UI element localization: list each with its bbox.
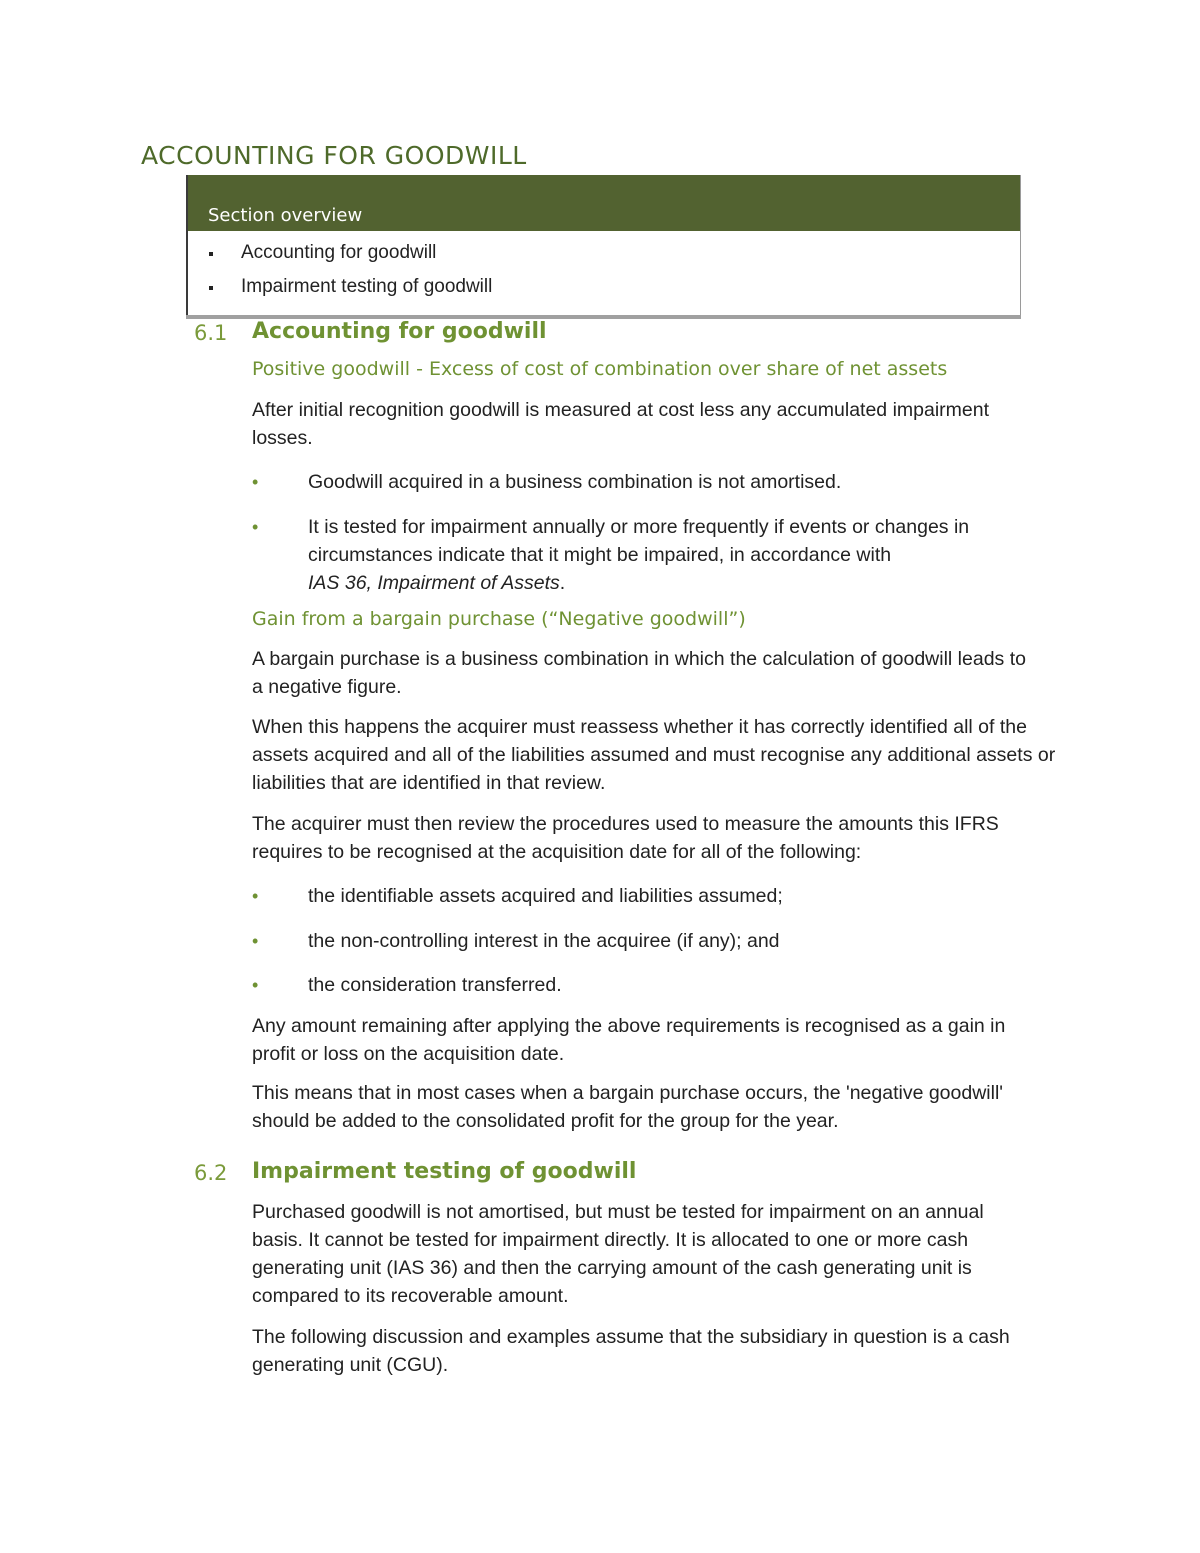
bullet-icon: • xyxy=(252,886,259,906)
section-overview-box xyxy=(186,175,1021,315)
section-heading: Impairment testing of goodwill xyxy=(252,1159,637,1184)
paragraph: Purchased goodwill is not amortised, but must be tested for impairment on an annual basis. It cannot be tested for impairment directly. It is allocated to one or more cash generating unit (IAS 36) and then the carrying amount of the cash generating unit is compared to its recoverable amount. xyxy=(252,1201,984,1307)
page-title: ACCOUNTING FOR GOODWILL xyxy=(141,141,527,170)
paragraph: When this happens the acquirer must reassess whether it has correctly identified all of the assets acquired and all of the liabilities assumed and must recognise any additional assets or liabilities that are identified in that review. xyxy=(252,716,1056,794)
bullet-text: the identifiable assets acquired and liabilities assumed; xyxy=(308,885,783,907)
bullet-text-end: . xyxy=(559,572,566,594)
overview-item xyxy=(188,275,492,309)
standard-reference: IAS 36, Impairment of Assets xyxy=(308,572,560,594)
subheading: Gain from a bargain purchase (“Negative goodwill”) xyxy=(252,608,746,630)
overview-item xyxy=(188,241,492,275)
bullet-icon: • xyxy=(252,931,259,951)
bullet-icon: • xyxy=(252,975,259,995)
bullet-text: the non-controlling interest in the acquiree (if any); and xyxy=(308,930,780,952)
bullet-icon: • xyxy=(252,472,259,492)
bullet-text: the consideration transferred. xyxy=(308,974,562,996)
section-overview-list xyxy=(188,241,492,309)
section-number: 6.2 xyxy=(194,1161,228,1185)
bullet-icon: • xyxy=(252,517,259,537)
square-bullet-icon xyxy=(209,252,213,256)
paragraph: This means that in most cases when a bargain purchase occurs, the 'negative goodwill' should be added to the consolidated profit for the group for the year. xyxy=(252,1082,1004,1132)
paragraph: A bargain purchase is a business combination in which the calculation of goodwill leads to a negative figure. xyxy=(252,648,1026,698)
paragraph: The following discussion and examples assume that the subsidiary in question is a cash generating unit (CGU). xyxy=(252,1326,1010,1376)
section-overview-header xyxy=(188,175,1020,231)
subheading: Positive goodwill - Excess of cost of combination over share of net assets xyxy=(252,358,948,380)
square-bullet-icon xyxy=(209,286,213,290)
section-heading: Accounting for goodwill xyxy=(252,319,547,344)
overview-item-label: Impairment testing of goodwill xyxy=(241,276,493,297)
paragraph: The acquirer must then review the procedures used to measure the amounts this IFRS requires to be recognised at the acquisition date for all of the following: xyxy=(252,813,999,863)
bullet-text-main: It is tested for impairment annually or more frequently if events or changes in circumstances indicate that it might be impaired, in accordance with xyxy=(308,516,970,566)
section-overview-title: Section overview xyxy=(208,205,363,226)
bullet-text xyxy=(308,513,1028,597)
bullet-text: Goodwill acquired in a business combination is not amortised. xyxy=(308,471,842,493)
paragraph: Any amount remaining after applying the above requirements is recognised as a gain in profit or loss on the acquisition date. xyxy=(252,1015,1006,1065)
overview-item-label: Accounting for goodwill xyxy=(241,242,437,263)
paragraph: After initial recognition goodwill is measured at cost less any accumulated impairment losses. xyxy=(252,399,990,449)
section-number: 6.1 xyxy=(194,321,228,345)
